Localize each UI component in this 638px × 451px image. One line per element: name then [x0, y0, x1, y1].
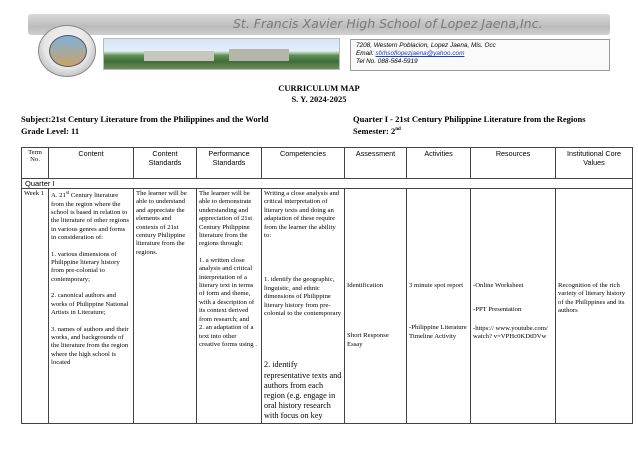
header-activities: Activities [407, 148, 471, 179]
header-resources: Resources [471, 148, 556, 179]
competency-item-1: 1. identify the geographic, linguistic, and ethnic dimensions of Philippine literary history from pre-colonial to the contemporary [264, 276, 342, 318]
assessment-item-2: Short Response Essay [347, 332, 389, 348]
doc-title: CURRICULUM MAP [278, 83, 360, 93]
assessment-cell [345, 189, 407, 424]
school-logo [38, 25, 96, 77]
quarter-label: Quarter I [22, 179, 633, 189]
resource-item-1: -Online Worksheet [473, 282, 524, 289]
activities-cell [407, 189, 471, 424]
tel-line: Tel No. 088-564-5919 [356, 58, 418, 65]
school-name-banner [28, 14, 610, 35]
semester-line: Semester: 2nd [353, 126, 401, 136]
contact-box [350, 39, 610, 71]
resources-cell [471, 189, 556, 424]
header-core-values: Institutional Core Values [556, 148, 633, 179]
competencies-cell: Writing a close analysis and critical interpretation of literary texts and doing an adaptation of these require from the learner the ability to: 1. identify the geographic, linguistic, and ethnic dimensions of Philippine literary history from pre-colonial to the contemporary 2. identify representative texts and authors from each region (e.g. engage in oral history research with focus on key [262, 189, 345, 424]
header-content: Content [49, 148, 134, 179]
header-term: Term No. [22, 148, 49, 179]
school-name: St. Francis Xavier High School of Lopez Jaena,Inc. [233, 16, 543, 31]
header-assessment: Assessment [345, 148, 407, 179]
competency-item-2: 2. identify representative texts and authors from each region (e.g. engage in oral history research with focus on key [264, 360, 342, 421]
curriculum-table [21, 147, 633, 424]
table-header-row [22, 148, 633, 179]
grade-level: Grade Level: 11 [21, 126, 80, 136]
content-cell: A. 21st Century literature from the region where the school is based in relation to the literature of other regions in various genres and forms in consideration of: 1. various dimensions of Philippine literary history from pre-colonial to contemporary; 2. canonical authors and works of Philippine National Artists in Literature; 3. names of authors and their works, and backgrounds of the literature from the region where the high school is located [49, 189, 134, 424]
resource-item-2: -PPT Presentation [473, 306, 522, 314]
email-line: Email: sfxhsoflopezjaena@yahoo.com [356, 50, 465, 57]
content-item-1: 1. various dimensions of Philippine literary history from pre-colonial to contemporary; [51, 250, 120, 283]
school-year: S. Y. 2024-2025 [291, 94, 347, 104]
quarter-row [22, 179, 633, 189]
campus-photo [103, 38, 340, 70]
assessment-item-1: Identification [347, 282, 384, 289]
resource-link[interactable]: -https:// www.youtube.com/ watch? v=VPHc0KDtDVw [473, 324, 548, 341]
header-competencies: Competencies [262, 148, 345, 179]
quarter-title: Quarter I - 21st Century Philippine Literature from the Regions [353, 114, 586, 124]
activity-item-1: 3 minute spot report [409, 282, 464, 289]
core-values-cell [556, 189, 633, 424]
content-item-2: 2. canonical authors and works of Philippine National Artists in Literature; [51, 292, 129, 317]
performance-item-2: 2. an adaptation of a text into other creative forms using . [199, 324, 257, 348]
term-cell: Week 1 [22, 189, 49, 424]
performance-standards-cell: The learner will be able to demonstrate understanding and appreciation of 21st Century Philippine literature from the regions through: 1. a written close analysis and critical interpretation of a literary text in terms of form and theme, with a description of its context derived from research; and 2. an adaptation of a text into other creative forms using . [197, 189, 262, 424]
content-standards-cell: The learner will be able to understand and appreciate the elements and contexts of 21st century Philippine literature from the regions. [134, 189, 197, 424]
content-item-3: 3. names of authors and their works, and backgrounds of the literature from the region where the high school is located [51, 325, 129, 367]
activity-item-2: -Philippine Literature Timeline Activity [409, 324, 467, 340]
address-line: 7208, Western Poblacion, Lopez Jaena, Mis. Occ [356, 42, 496, 49]
email-link[interactable]: sfxhsoflopezjaena@yahoo.com [375, 50, 465, 57]
header-content-standards: Content Standards [134, 148, 197, 179]
core-values-text: Recognition of the rich variety of literary history of the Philippines and its authors [558, 282, 626, 315]
table-row [22, 189, 633, 424]
subject-line: Subject:21st Century Literature from the Philippines and the World [21, 114, 269, 124]
header-performance-standards: Performance Standards [197, 148, 262, 179]
performance-item-1: 1. a written close analysis and critical interpretation of a literary text in terms of form and theme, with a description of its context derived from research; and [199, 256, 255, 323]
